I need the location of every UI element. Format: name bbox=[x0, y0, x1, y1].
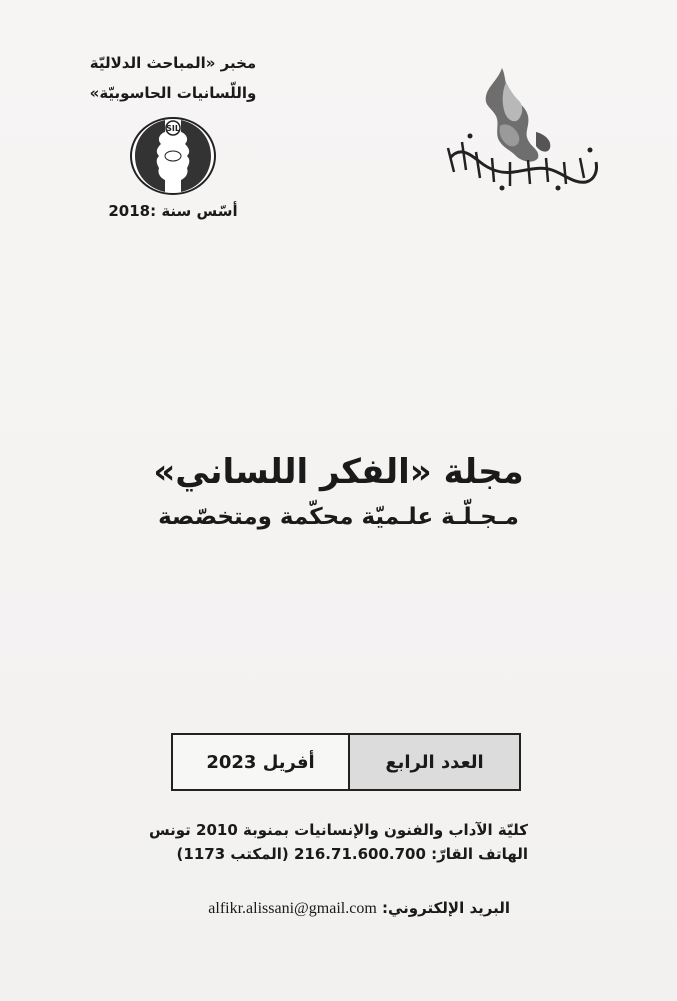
email-label: البريد الإلكتروني: bbox=[376, 899, 510, 917]
journal-title: مجلة «الفكر اللساني» bbox=[153, 452, 524, 492]
lab-name-line-1: مخبر «المباحث الدلاليّة bbox=[89, 54, 257, 72]
founded-year: أسّس سنة :2018 bbox=[108, 202, 238, 220]
lab-logo bbox=[129, 116, 217, 196]
faculty-address bbox=[150, 818, 528, 866]
journal-subtitle: مـجـلّـة علـميّة محكّمة ومتخصّصة bbox=[158, 504, 519, 530]
lab-logo-text: SIL bbox=[166, 124, 180, 133]
email-line bbox=[150, 899, 510, 918]
issue-number: العدد الرابع bbox=[348, 735, 519, 789]
phone-line: الهاتف القارّ: 216.71.600.700 (المكتب 1173) bbox=[176, 845, 528, 863]
faculty-logo bbox=[440, 62, 600, 192]
address-line: كليّة الآداب والفنون والإنسانيات بمنوبة 2010 تونس bbox=[148, 821, 528, 839]
email-address[interactable]: alfikr.alissani@gmail.com bbox=[208, 900, 377, 917]
issue-date: أفريل 2023 bbox=[173, 735, 348, 789]
lab-name-line-2: واللّسانيات الحاسوبيّة» bbox=[89, 84, 257, 102]
lab-header bbox=[88, 48, 258, 220]
issue-table bbox=[171, 733, 521, 791]
